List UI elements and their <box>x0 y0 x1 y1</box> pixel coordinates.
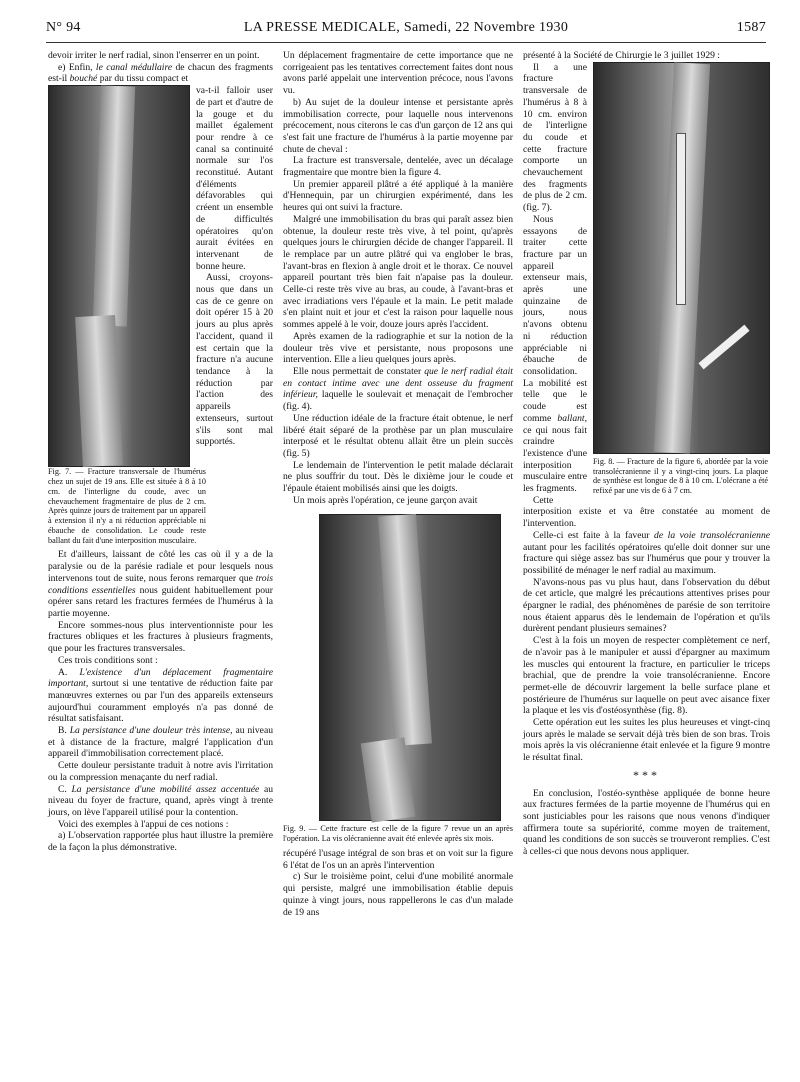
paragraph: Cette douleur persistante traduit à notre avis l'irritation ou la compression menaçante du nerf radial. <box>48 760 273 783</box>
figure-7-caption: Fig. 7. — Fracture transversale de l'humérus chez un sujet de 19 ans. Elle est située à 8 à 10 cm. de l'interligne du coude, avec un chevauchement fragmentaire de plus de 2 cm. Après quinze jours de traitement par un appareil à extension il n'y a ni réduction appréciable ni ébauche de consolidation. Le coude reste ballant du fait d'une interposition musculaire. <box>48 467 207 545</box>
paragraph: Celle-ci est faite à la faveur de la voie transolécranienne autant pour les facilités opératoires qu'elle doit donner sur une fracture qui siège assez bas sur l'humérus que pour y trouver la possibilité de ménager le nerf radial au maximum. <box>523 529 770 576</box>
paragraph: présenté à la Société de Chirurgie le 3 juillet 1929 : <box>523 50 720 61</box>
header-rule <box>46 42 766 43</box>
paragraph: N'avons-nous pas vu plus haut, dans l'observation du début de cet article, que malgré les précautions attentives prises pour épargner le radial, des phénomènes de parésie de son territoire nous étaient apparus dès le lendemain de l'opération et qu'ils durèrent pendant plusieurs semaines? <box>523 576 770 635</box>
paragraph: Encore sommes-nous plus interventionniste pour les fractures obliques et les fractures à plusieurs fragments, que pour les fractures transversales. <box>48 619 273 655</box>
xray-image-fig7 <box>48 85 190 467</box>
column-middle <box>283 50 513 918</box>
xray-image-fig8 <box>593 62 770 454</box>
figure-7 <box>48 85 190 467</box>
paragraph: e) Enfin, le canal médullaire de chacun des fragments est-il bouché par du tissu compact et <box>48 61 273 85</box>
figure-8 <box>593 62 770 500</box>
paragraph: C. La persistance d'une mobilité assez accentuée au niveau du foyer de fracture, quand, après vingt à trente jours, on lève l'appareil utilisé pour la contention. <box>48 783 273 818</box>
column-right <box>523 50 770 858</box>
paragraph: va-t-il falloir user de part et d'autre de la gouge et du maillet également pour rendre à ce canal sa continuité normale sur l'os reconstitué. Autant d'éléments défavorables qui créent un ensemble de difficultés opératoires qu'on aurait évitées en intervenant de bonne heure. <box>196 85 273 272</box>
column-left <box>48 50 273 854</box>
paragraph: Un mois après l'opération, ce jeune garçon avait <box>293 494 478 506</box>
paragraph: Cette interposition existe et va être constatée au moment de l'intervention. <box>523 494 770 530</box>
paragraph: Et d'ailleurs, laissant de côté les cas où il y a de la paralysie ou de la parésie radiale et pour lesquels nous intervenons tout de suite, nous ferons remarquer que trois conditions essentielles nous guident habituellement pour opérer sans retard les fractures fermées de l'humérus à la partie moyenne. <box>48 549 273 619</box>
paragraph: Elle nous permettait de constater que le nerf radial était en contact intime avec une dent osseuse du fragment inférieur, laquelle le soulevait et menaçait de l'embrocher (fig. 4). <box>283 365 514 413</box>
paragraph: Cette opération eut les suites les plus heureuses et vingt-cinq jours après le malade se servait déjà très bien de son bras. Trois mois après la vis olécranienne était enlevée et la figure 9 montre le résultat final. <box>523 717 770 764</box>
paragraph: A. L'existence d'un déplacement fragmentaire important, surtout si une tentative de réduction faite par manœuvres externes ou par l'un des appareils extenseurs aujourd'hui couramment employés n'a pas donné de résultat satisfaisant. <box>48 666 273 725</box>
figure-8-caption: Fig. 8. — Fracture de la figure 6, abordée par la voie transolécranienne il y a vingt-cinq jours. La plaque de synthèse est longue de 8 à 10 cm. L'olécrane a été refixé par une vis de 6 à 7 cm. <box>593 456 768 496</box>
paragraph: b) Au sujet de la douleur intense et persistante après immobilisation correcte, pour laquelle nous intervenons précocement, nous citerons le cas d'un garçon de 12 ans qui s'est fait une fracture de l'humérus à la partie moyenne par chute de cheval : <box>283 96 513 155</box>
paragraph: devoir irriter le nerf radial, sinon l'enserrer en un point. <box>48 50 260 61</box>
paragraph: Une réduction idéale de la fracture était obtenue, le nerf libéré était séparé de la prothèse par un plan musculaire interposé et le résultat obtenu allait être un plein succès (fig. 5) <box>283 412 513 459</box>
section-separator: *** <box>633 767 660 782</box>
paragraph: Malgré une immobilisation du bras qui paraît assez bien obtenue, la douleur reste très vive, à tel point, qu'après quelques jours le chirurgien décide de changer l'appareil. Il le remplace par un autre plâtré qui va englober le bras, l'avant-bras en flexion à angle droit et le thorax. Ce nouvel appareil pourtant très bien fait n'apaise pas la douleur. Celle-ci reste très vive au bras, au coude, à l'avant-bras et avec irradiations vers l'épaule et la main. Le petit malade s'en plaint nuit et jour et c'est la raison pour laquelle nous sommes appelé à le voir, douze jours après l'accident. <box>283 213 513 331</box>
paragraph: récupéré l'usage intégral de son bras et on voit sur la figure 6 l'état de l'os un an après l'intervention <box>283 848 513 871</box>
paragraph: En conclusion, l'ostéo-synthèse appliquée de bonne heure aux fractures fermées de la partie moyenne de l'humérus qui en sont justiciables pour les raisons que nous venons d'indiquer affirmera toute sa supériorité, comme moyen de traitement, quand les conditions de son succès se trouveront remplies. C'est à celles-ci que nous devons nous appliquer. <box>523 787 770 858</box>
page-number: 1587 <box>736 20 766 35</box>
paragraph: Nous essayons de traiter cette fracture par un appareil extenseur mais, après une quinzaine de jours, nous n'avons obtenu ni réduction appréciable ni ébauche de consolidation. La mobilité est telle que le coude est comme ballant, ce qui nous fait craindre l'existence d'une interposition musculaire entre les fragments. <box>523 213 587 495</box>
xray-image-fig9 <box>319 514 501 821</box>
paragraph: Aussi, croyons-nous que dans un cas de ce genre on doit opérer 15 à 20 jours au plus après l'accident, quand il est certain que la fracture n'a aucune tendance à la réduction par l'action des appareils extenseurs, surtout s'ils sont mal supportés. <box>196 272 273 448</box>
paragraph: C'est à la fois un moyen de respecter complètement ce nerf, de n'avoir pas à le manipuler et aussi d'épargner au maximum les muscles qui entourent la fracture, en particulier le triceps brachial, que de prendre la voie transolécranienne. Encore permet-elle de découvrir largement la belle surface plane et postérieure de l'humérus sur laquelle on peut avec aisance fixer la plaque et les vis d'ostéosynthèse (fig. 8). <box>523 635 770 717</box>
page-header <box>46 20 766 40</box>
figure-9 <box>283 514 513 844</box>
paragraph: Après examen de la radiographie et sur la notion de la douleur très vive et persistante, nous proposons une intervention. Elle a lieu quelques jours après. <box>283 330 513 366</box>
paragraph: La fracture est transversale, dentelée, avec un décalage fragmentaire que montre bien la figure 4. <box>283 155 513 179</box>
paragraph: Un premier appareil plâtré a été appliqué à la manière d'Hennequin, par un chirurgien expérimenté, dans les heures qui ont suivi la fracture. <box>283 178 513 214</box>
figure-9-caption: Fig. 9. — Cette fracture est celle de la figure 7 revue un an après l'opération. La vis olécranienne avait été enlevée après six mois. <box>283 824 513 844</box>
paragraph: a) L'observation rapportée plus haut illustre la première de la façon la plus démonstrative. <box>48 830 273 854</box>
journal-title: LA PRESSE MEDICALE, Samedi, 22 Novembre 1930 <box>243 20 569 35</box>
paragraph: Ces trois conditions sont : <box>58 654 158 666</box>
paragraph: Voici des exemples à l'appui de ces notions : <box>58 818 229 830</box>
issue-number: N° 94 <box>46 20 81 35</box>
paragraph: Le lendemain de l'intervention le petit malade déclarait ne plus souffrir du tout. Dès le dixième jour le coude et l'épaule étaient mobilisés ainsi que les doigts. <box>283 459 513 495</box>
paragraph: Un déplacement fragmentaire de cette importance que ne corrigeaient pas les tentatives correctement faites dont nous avons parlé appelait une intervention précoce, nous l'avons vu. <box>283 50 513 97</box>
paragraph: c) Sur le troisième point, celui d'une mobilité anormale qui persiste, malgré une immobilisation établie depuis quinze à vingt jours, nous rappellerons le cas d'un malade de 19 ans <box>283 871 513 918</box>
paragraph: B. La persistance d'une douleur très intense, au niveau et à distance de la fracture, malgré l'application d'un appareil d'immobilisation correctement placé. <box>48 725 273 760</box>
paragraph: Il a une fracture transversale de l'humérus à 8 à 10 cm. environ de l'interligne du coude et cette fracture comporte un chevauchement des fragments de plus de 2 cm. (fig. 7). <box>523 61 587 214</box>
